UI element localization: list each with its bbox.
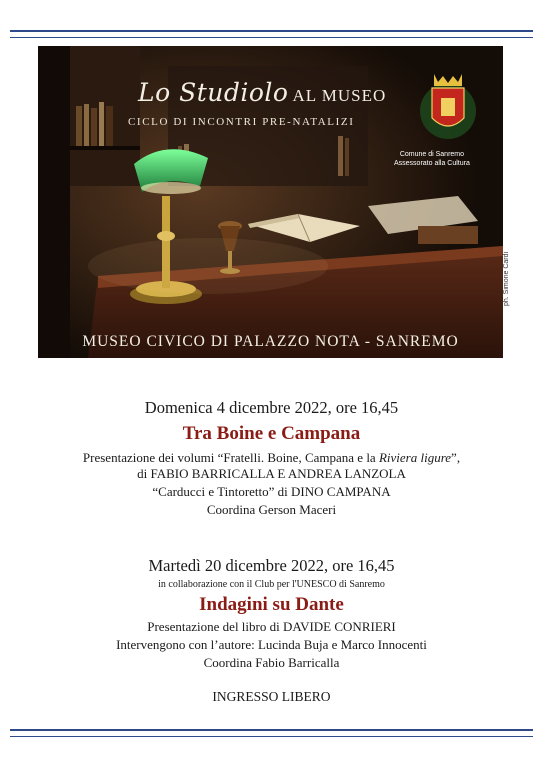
event1-title: Tra Boine e Campana [182, 423, 361, 444]
top-divider [10, 30, 533, 38]
event1-line4: Coordina Gerson Maceri [206, 502, 337, 517]
event2-line1: Presentazione del libro di DAVIDE CONRIERI [147, 619, 396, 634]
banner-title [138, 78, 386, 107]
event2-date: Martedì 20 dicembre 2022, ore 16,45 [148, 556, 395, 575]
banner-title-script: Lo Studiolo [138, 78, 289, 107]
event1-line1-pre: Presentazione dei volumi “Fratelli. Boine, Campana e la [82, 450, 379, 465]
event1-line1 [0, 450, 543, 466]
comune-line2: Assessorato alla Cultura [394, 160, 470, 167]
comune-label [394, 150, 470, 168]
event1-date: Domenica 4 dicembre 2022, ore 16,45 [144, 398, 399, 417]
comune-line1: Comune di Sanremo [399, 151, 465, 158]
ingresso-libero: INGRESSO LIBERO [212, 689, 331, 704]
event2-collab: in collaborazione con il Club per l'UNESCO di Sanremo [158, 579, 385, 590]
banner-subtitle: CICLO DI INCONTRI PRE-NATALIZI [128, 116, 355, 128]
photo-credit: ph. Simone Cardi [503, 251, 510, 306]
event1-line1-post: ”, [451, 450, 461, 465]
venue-label: MUSEO CIVICO DI PALAZZO NOTA - SANREMO [82, 333, 459, 350]
event2-line2: Intervengono con l’autore: Lucinda Buja e Marco Innocenti [116, 637, 427, 652]
bottom-divider [10, 729, 533, 737]
event1-line1-italic: Riviera ligure [378, 450, 452, 465]
banner-title-caps: AL MUSEO [292, 86, 387, 105]
event-banner [38, 46, 503, 358]
event2-title: Indagini su Dante [199, 594, 344, 615]
event1-line2: di FABIO BARRICALLA E ANDREA LANZOLA [137, 466, 406, 481]
event1-line3: “Carducci e Tintoretto” di DINO CAMPANA [152, 484, 391, 499]
event2-line3: Coordina Fabio Barricalla [203, 655, 340, 670]
